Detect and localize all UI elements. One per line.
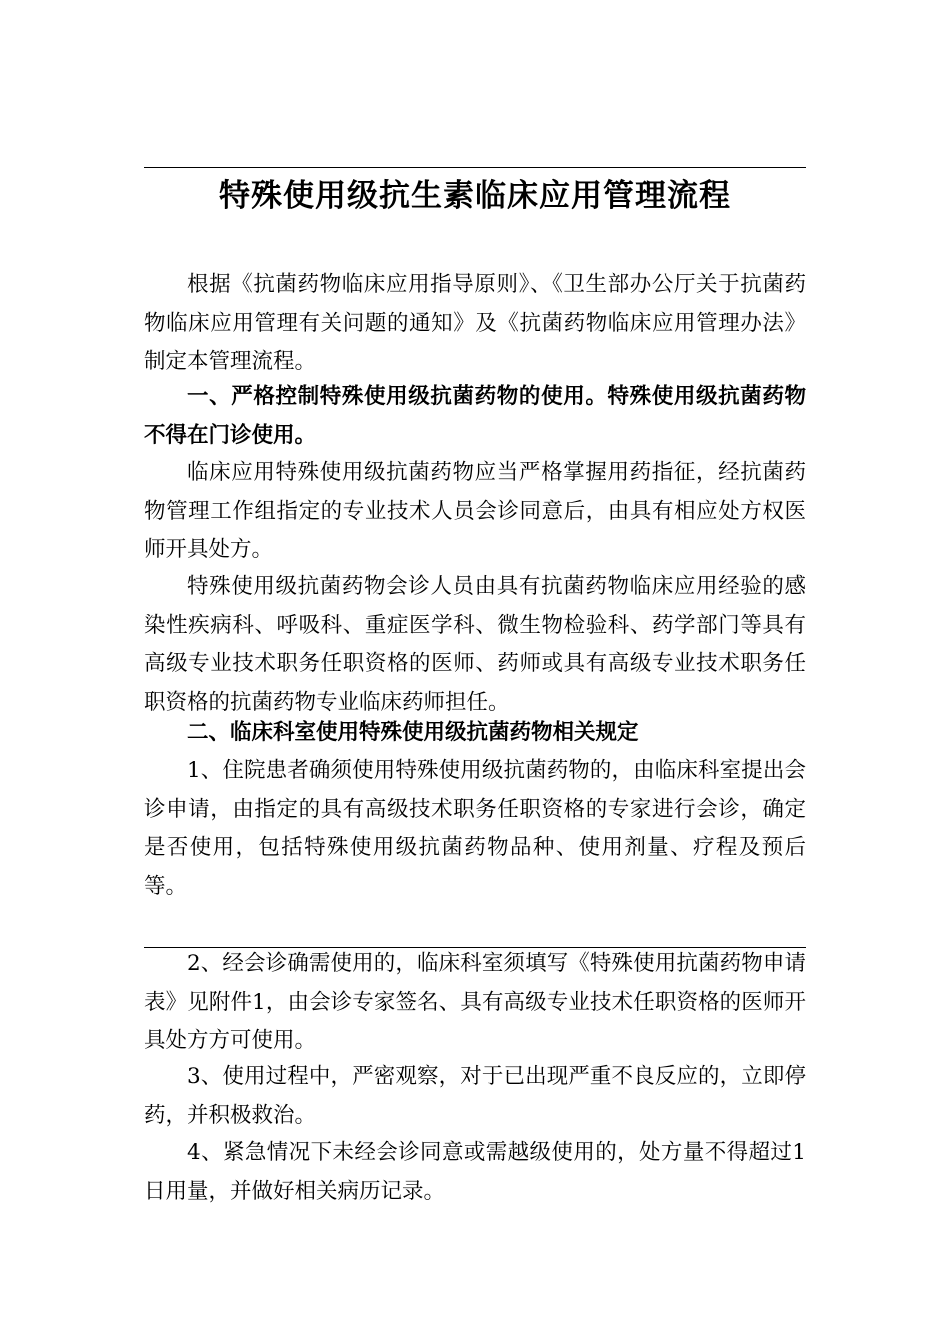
rule-item-2: 2、经会诊确需使用的，临床科室须填写《特殊使用抗菌药物申请表》见附件1，由会诊专家签名、具有高级专业技术任职资格的医师开具处方方可使用。 <box>144 951 806 1053</box>
intro-paragraph: 根据《抗菌药物临床应用指导原则》、《卫生部办公厅关于抗菌药物临床应用管理有关问题的通知》及《抗菌药物临床应用管理办法》制定本管理流程。 <box>144 272 806 374</box>
document-title: 特殊使用级抗生素临床应用管理流程 <box>219 178 731 214</box>
prescription-paragraph: 临床应用特殊使用级抗菌药物应当严格掌握用药指征，经抗菌药物管理工作组指定的专业技术人员会诊同意后，由具有相应处方权医师开具处方。 <box>144 460 806 562</box>
rule-item-3: 3、使用过程中，严密观察，对于已出现严重不良反应的，立即停药，并积极救治。 <box>144 1064 806 1128</box>
consultation-staff-paragraph: 特殊使用级抗菌药物会诊人员由具有抗菌药物临床应用经验的感染性疾病科、呼吸科、重症医学科、微生物检验科、药学部门等具有高级专业技术职务任职资格的医师、药师或具有高级专业技术职务任职资格的抗菌药物专业临床药师担任。 <box>144 574 806 715</box>
rule-item-1: 1、住院患者确须使用特殊使用级抗菌药物的，由临床科室提出会诊申请，由指定的具有高级技术职务任职资格的专家进行会诊，确定是否使用，包括特殊使用级抗菌药物品种、使用剂量、疗程及预后等。 <box>144 758 806 899</box>
rule-item-4: 4、紧急情况下未经会诊同意或需越级使用的，处方量不得超过1日用量，并做好相关病历记录。 <box>144 1140 806 1204</box>
section-one-heading: 一、严格控制特殊使用级抗菌药物的使用。特殊使用级抗菌药物不得在门诊使用。 <box>144 384 806 448</box>
section-two-heading: 二、临床科室使用特殊使用级抗菌药物相关规定 <box>187 720 639 745</box>
